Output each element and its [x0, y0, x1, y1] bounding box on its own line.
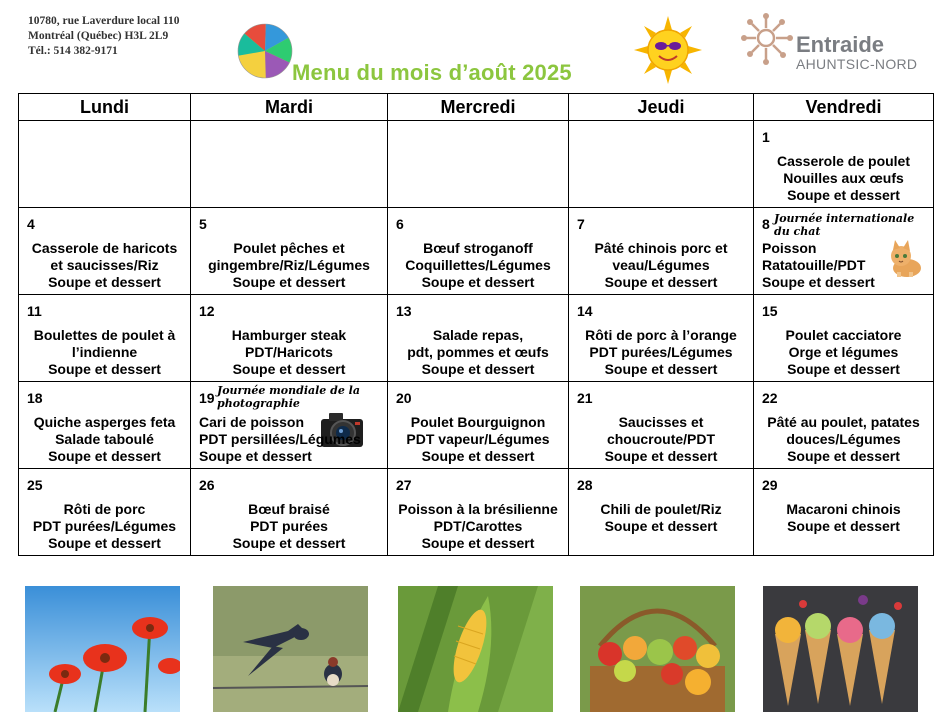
- meal-line: Salade taboulé: [55, 431, 154, 447]
- meal-text: [21, 414, 188, 465]
- meal-line: PDT vapeur/Légumes: [406, 431, 550, 447]
- day-cell: [754, 295, 934, 382]
- meal-line: Salade repas,: [432, 327, 524, 343]
- day-number: 22: [762, 390, 778, 406]
- menu-title: Menu du mois d’août 2025: [292, 60, 572, 85]
- day-cell: [191, 382, 388, 469]
- day-cell: [569, 295, 754, 382]
- meal-line: douces/Légumes: [786, 431, 901, 447]
- weekday-header: Mardi: [191, 94, 388, 121]
- meal-line: Chili de poulet/Riz: [600, 501, 722, 517]
- weekday-header: Jeudi: [569, 94, 754, 121]
- day-number: 15: [762, 303, 778, 319]
- meal-text: [193, 501, 385, 552]
- day-number: 27: [396, 477, 412, 493]
- day-cell: [569, 382, 754, 469]
- day-number: 26: [199, 477, 215, 493]
- meal-line: choucroute/PDT: [606, 431, 716, 447]
- meal-line: Soupe et dessert: [199, 448, 312, 464]
- week-row: [19, 295, 934, 382]
- meal-line: PDT purées/Légumes: [32, 518, 177, 534]
- meal-text: [390, 327, 566, 378]
- day-cell: [191, 469, 388, 556]
- meal-line: Soupe et dessert: [604, 518, 718, 534]
- week-row: [19, 382, 934, 469]
- day-number: 19: [199, 390, 215, 406]
- meal-text: [756, 327, 931, 378]
- meal-line: Poulet pêches et: [233, 240, 345, 256]
- swallows-photo: [213, 586, 368, 712]
- day-number: 28: [577, 477, 593, 493]
- meal-line: pdt, pommes et œufs: [407, 344, 549, 360]
- meal-line: PDT/Haricots: [245, 344, 333, 360]
- day-cell: [19, 382, 191, 469]
- meal-line: PDT purées/Légumes: [589, 344, 733, 360]
- meal-text: [390, 414, 566, 465]
- meal-line: Soupe et dessert: [787, 187, 900, 203]
- day-number: 20: [396, 390, 412, 406]
- red-flowers-photo: [25, 586, 180, 712]
- meal-line: Casserole de poulet: [776, 153, 911, 169]
- meal-line: PDT purées: [250, 518, 328, 534]
- day-cell: [388, 382, 569, 469]
- day-cell: [569, 469, 754, 556]
- day-number: 5: [199, 216, 207, 232]
- day-number: 13: [396, 303, 412, 319]
- day-cell: [191, 208, 388, 295]
- meal-line: Pâté au poulet, patates: [767, 414, 920, 430]
- meal-line: Pâté chinois porc et: [594, 240, 728, 256]
- special-day-note: Journée mondiale de la photographie: [217, 384, 360, 410]
- entraide-logo: [738, 10, 918, 74]
- meal-line: Rôti de porc: [63, 501, 146, 517]
- meal-text: [756, 501, 931, 535]
- meal-line: Hamburger steak: [231, 327, 347, 343]
- meal-line: Boulettes de poulet à: [33, 327, 176, 343]
- meal-line: Soupe et dessert: [604, 361, 718, 377]
- fruit-basket-photo: [580, 586, 735, 712]
- meal-line: Soupe et dessert: [421, 535, 535, 551]
- day-cell: [19, 208, 191, 295]
- day-cell: [569, 208, 754, 295]
- day-cell-empty: [191, 121, 388, 208]
- meal-text: [21, 327, 188, 378]
- day-cell: [754, 382, 934, 469]
- meal-line: Soupe et dessert: [421, 448, 535, 464]
- day-cell: [388, 208, 569, 295]
- meal-line: Nouilles aux œufs: [783, 170, 904, 186]
- day-number: 25: [27, 477, 43, 493]
- day-number: 29: [762, 477, 778, 493]
- weekday-header: Vendredi: [754, 94, 934, 121]
- day-number: 11: [27, 303, 42, 319]
- day-number: 21: [577, 390, 593, 406]
- day-cell-empty: [388, 121, 569, 208]
- meal-text: [199, 414, 385, 465]
- meal-line: Bœuf stroganoff: [423, 240, 533, 256]
- meal-line: Rôti de porc à l’orange: [585, 327, 737, 343]
- meal-line: et saucisses/Riz: [50, 257, 159, 273]
- meal-text: [21, 240, 188, 291]
- meal-line: Cari de poisson: [199, 414, 305, 430]
- meal-line: Soupe et dessert: [421, 361, 535, 377]
- meal-line: Casserole de haricots: [31, 240, 178, 256]
- meal-line: Soupe et dessert: [48, 274, 161, 290]
- meal-line: PDT persillées/Légumes: [199, 431, 361, 447]
- meal-line: Soupe et dessert: [787, 448, 900, 464]
- meal-line: Soupe et dessert: [604, 274, 718, 290]
- meal-text: [193, 327, 385, 378]
- meal-line: Soupe et dessert: [762, 274, 875, 290]
- logo-emblem-icon: [738, 10, 796, 70]
- meal-line: Poulet cacciatore: [785, 327, 902, 343]
- weekday-header-row: [19, 94, 934, 121]
- weekday-header: Lundi: [19, 94, 191, 121]
- meal-text: [571, 414, 751, 465]
- meal-text: [756, 414, 931, 465]
- day-cell: [19, 469, 191, 556]
- day-cell-empty: [19, 121, 191, 208]
- menu-calendar: [18, 93, 934, 556]
- meal-line: l’indienne: [71, 344, 138, 360]
- meal-line: PDT/Carottes: [433, 518, 523, 534]
- logo-subtitle: AHUNTSIC-NORD: [796, 56, 918, 72]
- address-block: [28, 14, 180, 59]
- day-cell: [388, 469, 569, 556]
- week-row: [19, 208, 934, 295]
- address-line-1: 10780, rue Laverdure local 110: [28, 15, 180, 27]
- meal-line: Soupe et dessert: [232, 535, 346, 551]
- phone-number: Tél.: 514 382-9171: [28, 45, 118, 57]
- day-cell: [754, 121, 934, 208]
- day-number: 18: [27, 390, 43, 406]
- meal-line: Soupe et dessert: [421, 274, 535, 290]
- meal-line: Soupe et dessert: [232, 274, 346, 290]
- day-number: 7: [577, 216, 585, 232]
- meal-text: [756, 153, 931, 204]
- meal-text: [390, 501, 566, 552]
- meal-line: Macaroni chinois: [786, 501, 901, 517]
- meal-line: Poisson: [762, 240, 817, 256]
- sun-icon: [634, 16, 702, 84]
- meal-line: Poulet Bourguignon: [410, 414, 546, 430]
- logo-name: Entraide: [796, 32, 885, 57]
- meal-line: Orge et légumes: [788, 344, 899, 360]
- day-cell: [754, 208, 934, 295]
- day-cell: [754, 469, 934, 556]
- meal-line: Soupe et dessert: [604, 448, 718, 464]
- meal-line: Soupe et dessert: [48, 535, 161, 551]
- day-cell: [388, 295, 569, 382]
- day-cell-empty: [569, 121, 754, 208]
- day-cell: [191, 295, 388, 382]
- meal-line: Poisson à la brésilienne: [398, 501, 558, 517]
- week-row: [19, 121, 934, 208]
- day-number: 6: [396, 216, 404, 232]
- meal-text: [571, 240, 751, 291]
- ice-cream-cones-photo: [763, 586, 918, 712]
- meal-text: [193, 240, 385, 291]
- day-number: 12: [199, 303, 215, 319]
- meal-text: [21, 501, 188, 552]
- corn-photo: [398, 586, 553, 712]
- meal-line: Bœuf braisé: [248, 501, 330, 517]
- meal-line: Soupe et dessert: [232, 361, 346, 377]
- day-cell: [19, 295, 191, 382]
- meal-line: veau/Légumes: [612, 257, 710, 273]
- beach-ball-icon: [236, 22, 294, 80]
- meal-line: gingembre/Riz/Légumes: [208, 257, 370, 273]
- day-number: 1: [762, 129, 770, 145]
- day-number: 8: [762, 216, 770, 232]
- meal-line: Soupe et dessert: [787, 361, 900, 377]
- weekday-header: Mercredi: [388, 94, 569, 121]
- meal-line: Saucisses et: [618, 414, 704, 430]
- meal-text: [390, 240, 566, 291]
- meal-line: Quiche asperges feta: [33, 414, 176, 430]
- meal-line: Coquillettes/Légumes: [405, 257, 551, 273]
- meal-line: Soupe et dessert: [48, 448, 161, 464]
- meal-text: [571, 501, 751, 535]
- day-number: 4: [27, 216, 35, 232]
- meal-text: [762, 240, 931, 291]
- meal-line: Soupe et dessert: [787, 518, 900, 534]
- meal-line: Soupe et dessert: [48, 361, 161, 377]
- meal-line: Ratatouille/PDT: [762, 257, 866, 273]
- week-row: [19, 469, 934, 556]
- meal-text: [571, 327, 751, 378]
- special-day-note: Journée internationale du chat: [774, 212, 915, 238]
- address-line-2: Montréal (Québec) H3L 2L9: [28, 30, 169, 42]
- day-number: 14: [577, 303, 593, 319]
